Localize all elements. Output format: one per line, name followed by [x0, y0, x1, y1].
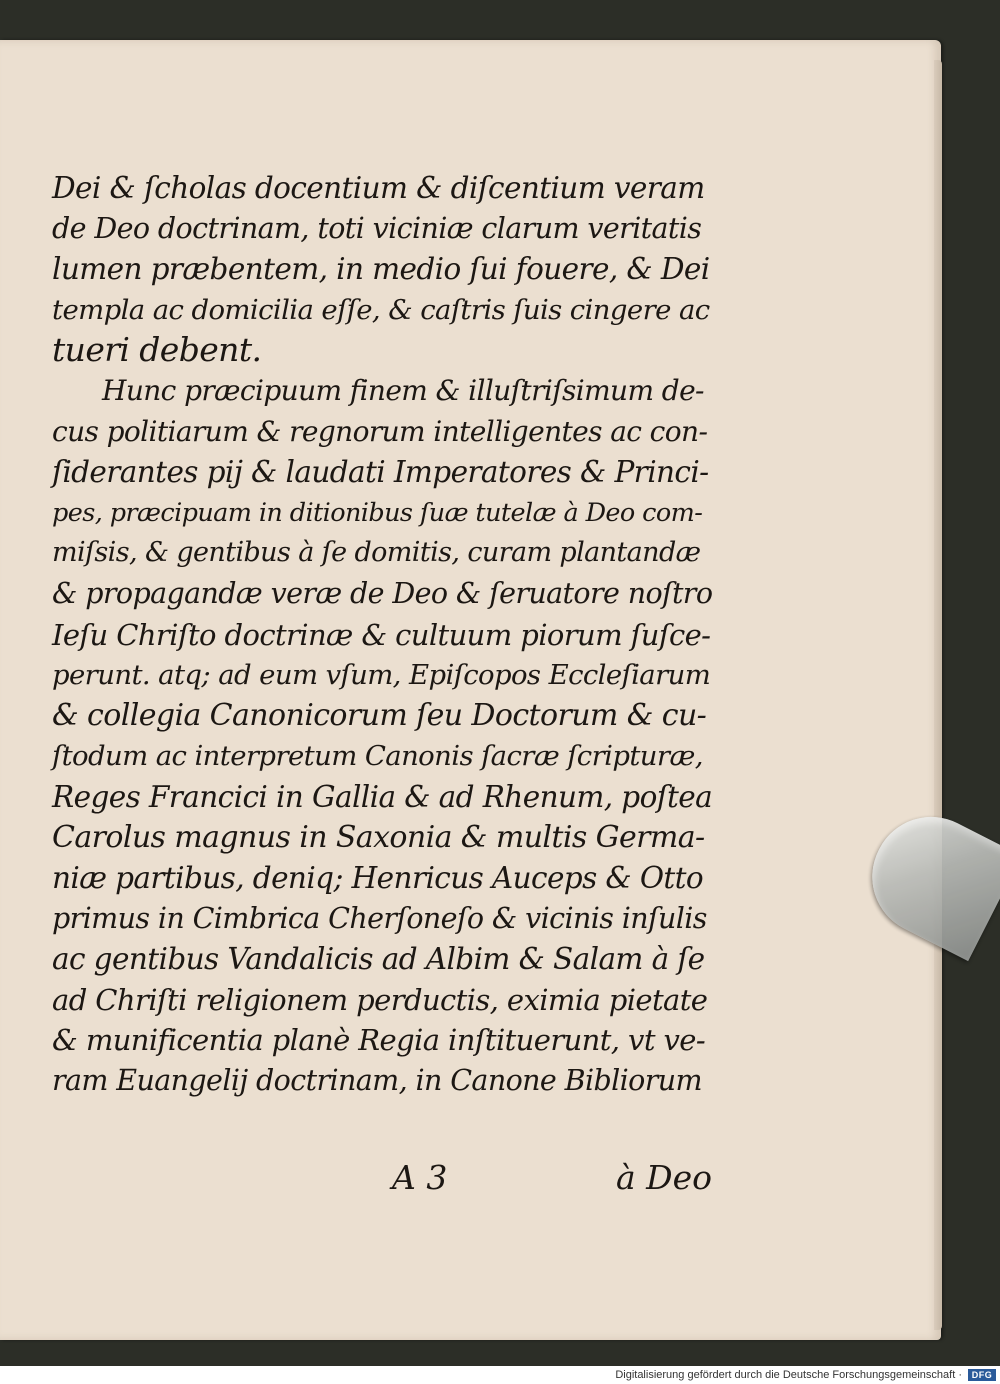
text-line: tueri debent. — [52, 330, 262, 370]
text-line: & collegia Canonicorum ſeu Doctorum & cu- — [52, 697, 707, 733]
text-line: de Deo doctrinam, toti viciniæ clarum veritatis — [52, 211, 702, 245]
text-line: ram Euangelij doctrinam, in Canone Bibliorum — [52, 1064, 702, 1098]
page-edge — [934, 60, 942, 1330]
text-line: ad Chriſti religionem perductis, eximia pietate — [52, 982, 708, 1017]
text-line: Dei & ſcholas docentium & diſcentium veram — [52, 171, 705, 205]
page-text-block — [52, 168, 712, 1102]
text-line: pes, præcipuam in ditionibus ſuæ tutelæ à Deo com- — [52, 497, 703, 528]
text-line: Hunc præcipuum finem & illuſtriſsimum de- — [102, 373, 704, 407]
page-footer — [52, 1158, 712, 1198]
credit-text: Digitalisierung gefördert durch die Deutsche Forschungsgemeinschaft · — [615, 1369, 962, 1381]
text-line: niæ partibus, deniq; Henricus Auceps & Otto — [52, 861, 704, 896]
text-line: miſsis, & gentibus à ſe domitis, curam plantandæ — [52, 537, 701, 569]
credit-bar — [0, 1366, 1000, 1384]
text-line: cus politiarum & regnorum intelligentes ac con- — [52, 414, 708, 448]
dfg-logo-icon: DFG — [968, 1369, 996, 1381]
text-line: perunt. atq; ad eum vſum, Epiſcopos Eccleſiarum — [52, 659, 711, 692]
text-line: & munificentia planè Regia inſtituerunt, vt ve- — [52, 1023, 706, 1058]
text-line: primus in Cimbrica Cherſoneſo & vicinis inſulis — [52, 901, 707, 935]
text-line: ſiderantes pij & laudati Imperatores & Princi- — [52, 455, 709, 490]
catchword: à Deo — [615, 1158, 712, 1197]
text-line: Ieſu Chriſto doctrinæ & cultuum piorum ſuſce- — [52, 617, 711, 652]
book-page — [0, 40, 941, 1340]
text-line: Carolus magnus in Saxonia & multis Germa- — [52, 819, 705, 855]
text-line: ac gentibus Vandalicis ad Albim & Salam à ſe — [52, 942, 705, 977]
text-line: ſtodum ac interpretum Canonis ſacræ ſcripturæ, — [52, 740, 703, 773]
text-line: Reges Francici in Gallia & ad Rhenum, poſtea — [52, 779, 713, 814]
text-line: & propagandæ veræ de Deo & ſeruatore noſtro — [52, 576, 713, 610]
text-line: templa ac domicilia eſſe, & caſtris ſuis cingere ac — [52, 293, 710, 326]
signature-mark: A 3 — [392, 1158, 448, 1197]
text-line: lumen præbentem, in medio ſui fouere, & Dei — [52, 252, 710, 287]
